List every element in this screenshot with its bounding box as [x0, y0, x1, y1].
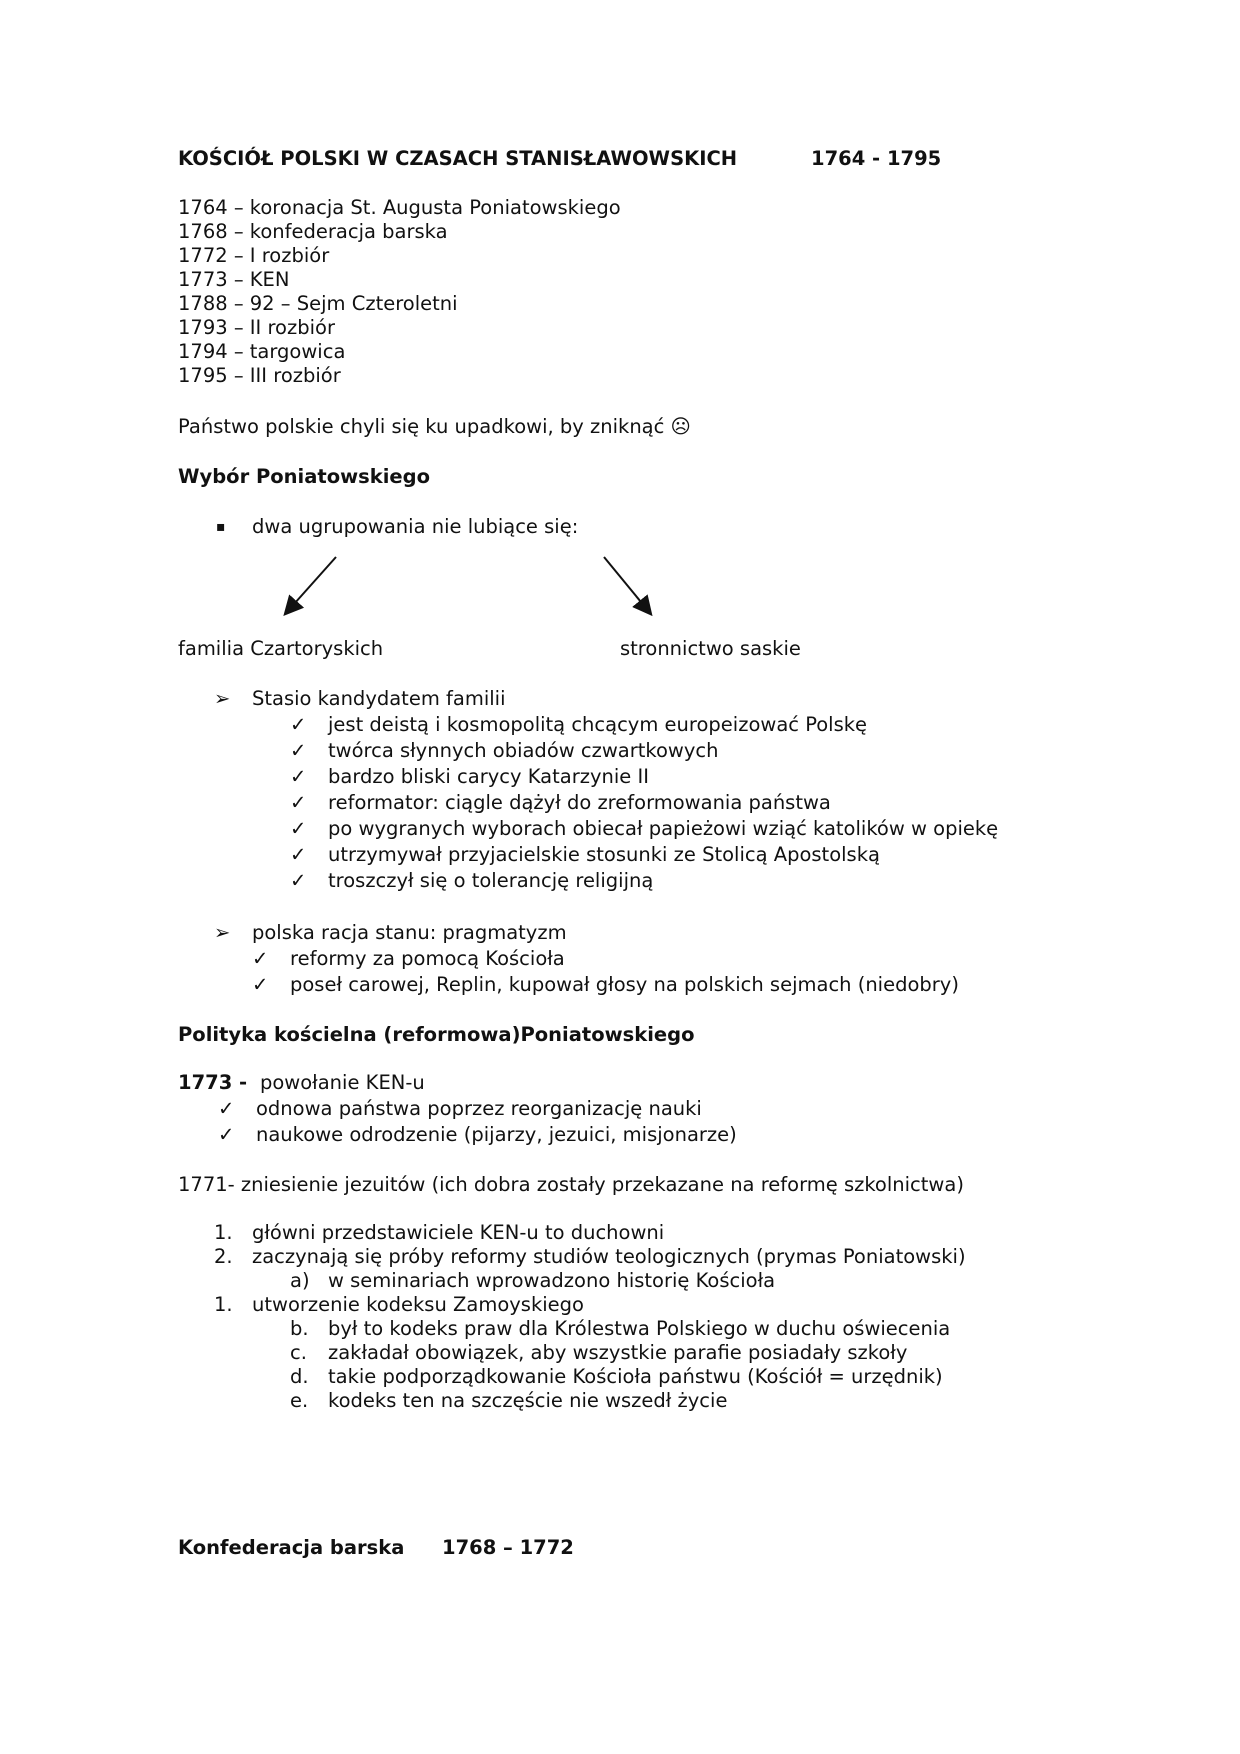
- racja-item: reformy za pomocą Kościoła: [290, 947, 565, 970]
- check-icon: ✓: [290, 791, 307, 814]
- left-arrow: [286, 557, 336, 613]
- group-left-label: familia Czartoryskich: [178, 637, 384, 660]
- timeline-item: 1788 – 92 – Sejm Czteroletni: [178, 292, 458, 315]
- timeline-item: 1768 – konfederacja barska: [178, 220, 448, 243]
- list-letter: e.: [290, 1389, 309, 1412]
- group-right-label: stronnictwo saskie: [620, 637, 801, 660]
- page-title-years: 1764 - 1795: [811, 147, 942, 170]
- timeline-item: 1794 – targowica: [178, 340, 346, 363]
- list-item: główni przedstawiciele KEN-u to duchowni: [252, 1221, 665, 1244]
- list-number: 1.: [214, 1293, 233, 1316]
- intro-sentence: Państwo polskie chyli się ku upadkowi, by zniknąć ☹: [178, 415, 691, 438]
- list-letter: a): [290, 1269, 310, 1292]
- list-subitem: kodeks ten na szczęście nie wszedł życie: [328, 1389, 728, 1412]
- check-icon: ✓: [252, 973, 269, 996]
- section-heading-konfederacja: Konfederacja barska: [178, 1536, 405, 1559]
- ken-text: powołanie KEN-u: [260, 1071, 425, 1094]
- list-subitem: był to kodeks praw dla Królestwa Polskiego w duchu oświecenia: [328, 1317, 951, 1340]
- stasio-item: bardzo bliski carycy Katarzynie II: [328, 765, 649, 788]
- bullet-text: dwa ugrupowania nie lubiące się:: [252, 515, 579, 538]
- check-icon: ✓: [290, 739, 307, 762]
- list-letter: d.: [290, 1365, 309, 1388]
- racja-header: polska racja stanu: pragmatyzm: [252, 921, 567, 944]
- section-heading-wybor: Wybór Poniatowskiego: [178, 465, 430, 488]
- page-title: KOŚCIÓŁ POLSKI W CZASACH STANISŁAWOWSKICH: [178, 147, 738, 170]
- jezuici-line: 1771- zniesienie jezuitów (ich dobra zostały przekazane na reformę szkolnictwa): [178, 1173, 964, 1196]
- list-item: zaczynają się próby reformy studiów teologicznych (prymas Poniatowski): [252, 1245, 966, 1268]
- check-icon: ✓: [218, 1097, 235, 1120]
- timeline-item: 1795 – III rozbiór: [178, 364, 341, 387]
- check-icon: ✓: [218, 1123, 235, 1146]
- check-icon: ✓: [252, 947, 269, 970]
- stasio-item: utrzymywał przyjacielskie stosunki ze Stolicą Apostolską: [328, 843, 880, 866]
- check-icon: ✓: [290, 765, 307, 788]
- check-icon: ✓: [290, 817, 307, 840]
- arrow-bullet-icon: ➢: [214, 687, 231, 710]
- list-letter: c.: [290, 1341, 307, 1364]
- split-arrows-diagram: [270, 555, 670, 625]
- ken-item: naukowe odrodzenie (pijarzy, jezuici, misjonarze): [256, 1123, 737, 1146]
- racja-item: poseł carowej, Replin, kupował głosy na polskich sejmach (niedobry): [290, 973, 959, 996]
- check-icon: ✓: [290, 713, 307, 736]
- section-heading-polityka: Polityka kościelna (reformowa)Poniatowskiego: [178, 1023, 695, 1046]
- stasio-header: Stasio kandydatem familii: [252, 687, 506, 710]
- list-number: 2.: [214, 1245, 233, 1268]
- stasio-item: troszczył się o tolerancję religijną: [328, 869, 654, 892]
- right-arrow: [604, 557, 650, 613]
- timeline-item: 1773 – KEN: [178, 268, 290, 291]
- ken-item: odnowa państwa poprzez reorganizację nauki: [256, 1097, 702, 1120]
- stasio-item: jest deistą i kosmopolitą chcącym europeizować Polskę: [328, 713, 868, 736]
- check-icon: ✓: [290, 869, 307, 892]
- list-subitem: takie podporządkowanie Kościoła państwu (Kościół = urzędnik): [328, 1365, 943, 1388]
- timeline-item: 1764 – koronacja St. Augusta Poniatowskiego: [178, 196, 621, 219]
- list-number: 1.: [214, 1221, 233, 1244]
- stasio-item: reformator: ciągle dążył do zreformowania państwa: [328, 791, 831, 814]
- list-subitem: zakładał obowiązek, aby wszystkie parafie posiadały szkoły: [328, 1341, 908, 1364]
- arrow-bullet-icon: ➢: [214, 921, 231, 944]
- square-bullet-icon: ▪: [216, 519, 226, 535]
- list-letter: b.: [290, 1317, 309, 1340]
- stasio-item: po wygranych wyborach obiecał papieżowi wziąć katolików w opiekę: [328, 817, 999, 840]
- timeline-item: 1793 – II rozbiór: [178, 316, 335, 339]
- stasio-item: twórca słynnych obiadów czwartkowych: [328, 739, 719, 762]
- check-icon: ✓: [290, 843, 307, 866]
- timeline-item: 1772 – I rozbiór: [178, 244, 330, 267]
- ken-year: 1773 -: [178, 1071, 248, 1094]
- konfederacja-years: 1768 – 1772: [442, 1536, 574, 1559]
- list-subitem: w seminariach wprowadzono historię Kościoła: [328, 1269, 776, 1292]
- list-item: utworzenie kodeksu Zamoyskiego: [252, 1293, 584, 1316]
